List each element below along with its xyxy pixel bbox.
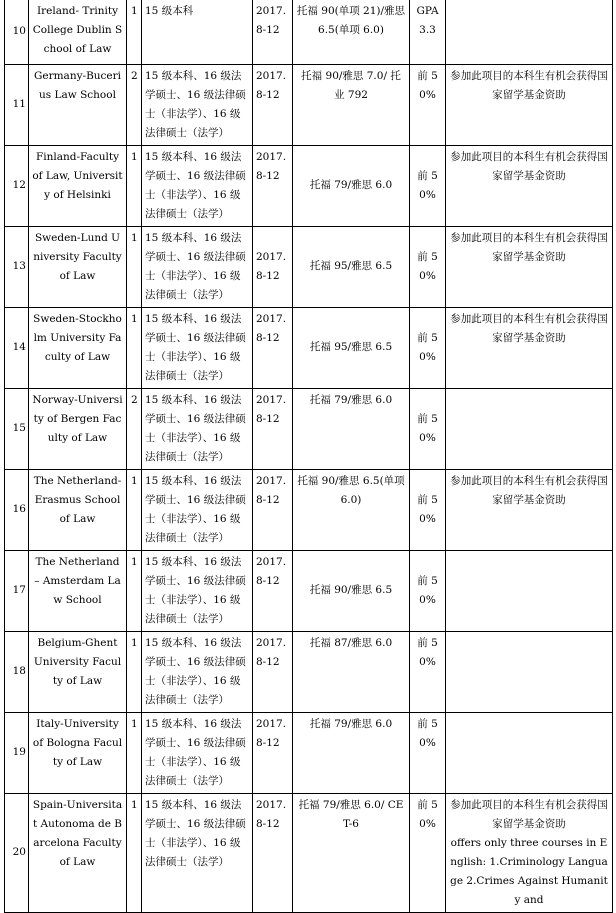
table-row: [5, 226, 613, 307]
row-number: 17: [5, 550, 29, 631]
program-note-cn: 参加此项目的本科生有机会获得国家留学基金资助: [450, 798, 608, 830]
program-note: 参加此项目的本科生有机会获得国家留学基金资助: [446, 145, 613, 226]
school-name: Finland-Faculty of Law, University of Helsinki: [29, 145, 127, 226]
program-note: [446, 388, 613, 469]
program-period: 2017. 8-12: [253, 793, 293, 912]
program-note: 参加此项目的本科生有机会获得国家留学基金资助: [446, 64, 613, 145]
table-row: [5, 712, 613, 793]
language-requirement: 托福 90/雅思 6.5: [293, 550, 410, 631]
eligible-students: 15 级本科、16 级法学硕士、16 级法律硕士（非法学）、16 级法律硕士（法学）: [142, 631, 253, 712]
row-number: 16: [5, 469, 29, 550]
quota-count: 1: [127, 793, 142, 912]
quota-count: 2: [127, 388, 142, 469]
table-row: [5, 64, 613, 145]
table-row: [5, 469, 613, 550]
table-row: [5, 631, 613, 712]
school-name: Germany-Bucerius Law School: [29, 64, 127, 145]
program-period: 2017. 8-12: [253, 550, 293, 631]
table-row: [5, 550, 613, 631]
school-name: Norway-University of Bergen Faculty of Law: [29, 388, 127, 469]
program-period: 2017. 8-12: [253, 64, 293, 145]
program-note: [446, 0, 613, 64]
gpa-requirement: 前 50%: [410, 469, 446, 550]
quota-count: 1: [127, 0, 142, 64]
language-requirement: 托福 79/雅思 6.0: [293, 388, 410, 469]
table-row: [5, 145, 613, 226]
school-name: Ireland- Trinity College Dublin School of Law: [29, 0, 127, 64]
row-number: 13: [5, 226, 29, 307]
school-name: Sweden-Lund University Faculty of Law: [29, 226, 127, 307]
gpa-requirement: 前 50%: [410, 64, 446, 145]
program-period: 2017. 8-12: [253, 145, 293, 226]
quota-count: 2: [127, 64, 142, 145]
table-row: [5, 793, 613, 912]
gpa-requirement: 前 50%: [410, 550, 446, 631]
quota-count: 1: [127, 469, 142, 550]
gpa-requirement: 前 50%: [410, 631, 446, 712]
eligible-students: 15 级本科、16 级法学硕士、16 级法律硕士（非法学）、16 级法律硕士（法学）: [142, 145, 253, 226]
eligible-students: 15 级本科、16 级法学硕士、16 级法律硕士（非法学）、16 级法律硕士（法学）: [142, 712, 253, 793]
program-period: 2017. 8-12: [253, 388, 293, 469]
language-requirement: 托福 87/雅思 6.0: [293, 631, 410, 712]
gpa-requirement: GPA 3.3: [410, 0, 446, 64]
quota-count: 1: [127, 631, 142, 712]
program-period: 2017. 8-12: [253, 307, 293, 388]
eligible-students: 15 级本科、16 级法学硕士、16 级法律硕士（非法学）、16 级法律硕士（法学）: [142, 388, 253, 469]
program-period: 2017. 8-12: [253, 226, 293, 307]
school-name: The Netherland-Erasmus School of Law: [29, 469, 127, 550]
program-note: [446, 550, 613, 631]
row-number: 10: [5, 0, 29, 64]
quota-count: 1: [127, 307, 142, 388]
gpa-requirement: 前 50%: [410, 388, 446, 469]
program-note: [446, 631, 613, 712]
language-requirement: 托福 79/雅思 6.0/ CET-6: [293, 793, 410, 912]
program-note: 参加此项目的本科生有机会获得国家留学基金资助: [446, 226, 613, 307]
school-name: Italy-University of Bologna Faculty of Law: [29, 712, 127, 793]
gpa-requirement: 前 50%: [410, 307, 446, 388]
language-requirement: 托福 79/雅思 6.0: [293, 145, 410, 226]
school-name: Spain-Universitat Autonoma de Barcelona Faculty of Law: [29, 793, 127, 912]
program-note: 参加此项目的本科生有机会获得国家留学基金资助: [446, 307, 613, 388]
eligible-students: 15 级本科、16 级法学硕士、16 级法律硕士（非法学）、16 级法律硕士（法学）: [142, 550, 253, 631]
row-number: 12: [5, 145, 29, 226]
language-requirement: 托福 90/雅思 6.5(单项 6.0): [293, 469, 410, 550]
row-number: 14: [5, 307, 29, 388]
program-note-en: offers only three courses in English: 1.Criminology Language 2.Crimes Against Humanity and: [450, 836, 608, 906]
gpa-requirement: 前 50%: [410, 226, 446, 307]
gpa-requirement: 前 50%: [410, 712, 446, 793]
row-number: 19: [5, 712, 29, 793]
language-requirement: 托福 79/雅思 6.0: [293, 712, 410, 793]
school-name: Belgium-Ghent University Faculty of Law: [29, 631, 127, 712]
program-period: 2017. 8-12: [253, 712, 293, 793]
eligible-students: 15 级本科、16 级法学硕士、16 级法律硕士（非法学）、16 级法律硕士（法学）: [142, 469, 253, 550]
table-row: [5, 0, 613, 64]
eligible-students: 15 级本科、16 级法学硕士、16 级法律硕士（非法学）、16 级法律硕士（法学）: [142, 64, 253, 145]
row-number: 11: [5, 64, 29, 145]
eligible-students: 15 级本科、16 级法学硕士、16 级法律硕士（非法学）、16 级法律硕士（法学）: [142, 307, 253, 388]
gpa-requirement: 前 50%: [410, 145, 446, 226]
program-period: 2017. 8-12: [253, 469, 293, 550]
eligible-students: 15 级本科、16 级法学硕士、16 级法律硕士（非法学）、16 级法律硕士（法学）: [142, 226, 253, 307]
program-note: 参加此项目的本科生有机会获得国家留学基金资助: [446, 469, 613, 550]
program-period: 2017. 8-12: [253, 0, 293, 64]
quota-count: 1: [127, 550, 142, 631]
row-number: 15: [5, 388, 29, 469]
program-period: 2017. 8-12: [253, 631, 293, 712]
school-name: The Netherland – Amsterdam Law School: [29, 550, 127, 631]
language-requirement: 托福 95/雅思 6.5: [293, 226, 410, 307]
exchange-program-table: [4, 0, 613, 913]
quota-count: 1: [127, 712, 142, 793]
language-requirement: 托福 90/雅思 7.0/ 托业 792: [293, 64, 410, 145]
eligible-students: 15 级本科: [142, 0, 253, 64]
table-row: [5, 388, 613, 469]
table-row: [5, 307, 613, 388]
school-name: Sweden-Stockholm University Faculty of Law: [29, 307, 127, 388]
gpa-requirement: 前 50%: [410, 793, 446, 912]
row-number: 18: [5, 631, 29, 712]
quota-count: 1: [127, 145, 142, 226]
quota-count: 1: [127, 226, 142, 307]
row-number: 20: [5, 793, 29, 912]
language-requirement: 托福 95/雅思 6.5: [293, 307, 410, 388]
language-requirement: 托福 90(单项 21)/雅思 6.5(单项 6.0): [293, 0, 410, 64]
program-note: [446, 793, 613, 912]
eligible-students: 15 级本科、16 级法学硕士、16 级法律硕士（非法学）、16 级法律硕士（法学）: [142, 793, 253, 912]
program-note: [446, 712, 613, 793]
